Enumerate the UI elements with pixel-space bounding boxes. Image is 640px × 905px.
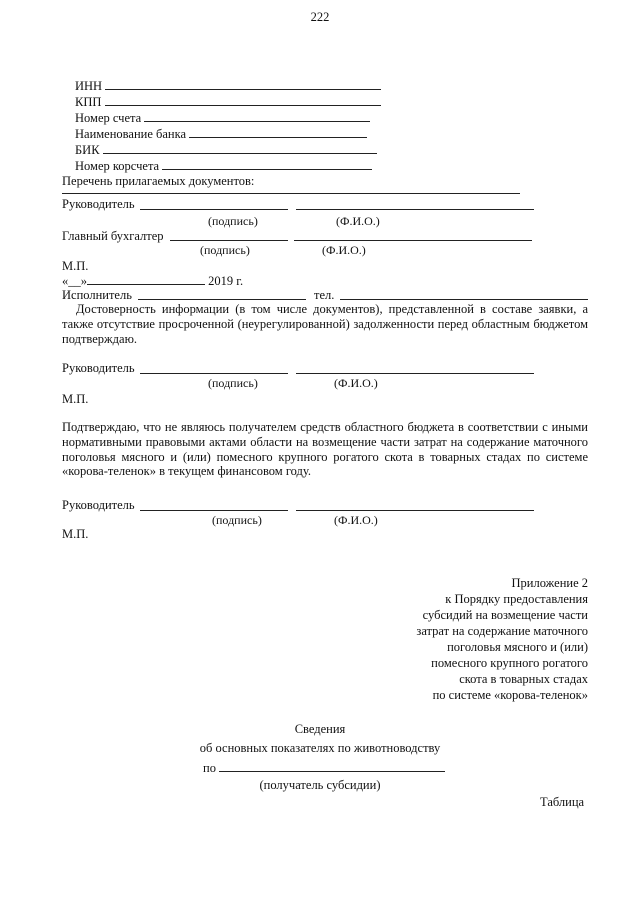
recipient-line bbox=[219, 760, 445, 772]
name-caption: (Ф.И.О.) bbox=[336, 214, 380, 228]
account-row bbox=[75, 110, 370, 125]
inn-line bbox=[105, 78, 381, 90]
phone-label: тел. bbox=[314, 288, 335, 302]
executor-line bbox=[138, 299, 306, 300]
kpp-label: КПП bbox=[75, 95, 102, 109]
head-name-line-3 bbox=[296, 510, 534, 511]
signature-caption: (подпись) bbox=[212, 513, 262, 527]
executor-label: Исполнитель bbox=[62, 288, 132, 302]
head-name-line-2 bbox=[296, 373, 534, 374]
documents-line bbox=[62, 193, 520, 194]
appendix-line: к Порядку предоставления bbox=[445, 592, 588, 606]
phone-line bbox=[340, 299, 588, 300]
signature-caption: (подпись) bbox=[200, 243, 250, 257]
stamp-label: М.П. bbox=[62, 259, 89, 273]
kpp-line bbox=[105, 94, 381, 106]
bik-row bbox=[75, 142, 377, 157]
documents-list-label: Перечень прилагаемых документов: bbox=[62, 174, 255, 188]
name-caption: (Ф.И.О.) bbox=[334, 513, 378, 527]
signature-caption: (подпись) bbox=[208, 376, 258, 390]
corr-account-row bbox=[75, 158, 372, 173]
appendix-block bbox=[358, 575, 588, 703]
appendix-line: скота в товарных стадах bbox=[459, 672, 588, 686]
head-label-3: Руководитель bbox=[62, 498, 135, 512]
bank-name-row bbox=[75, 126, 367, 141]
head-label-1: Руководитель bbox=[62, 197, 135, 211]
account-label: Номер счета bbox=[75, 111, 142, 125]
bik-line bbox=[103, 142, 377, 154]
head-label-2: Руководитель bbox=[62, 361, 135, 375]
appendix-line: Приложение 2 bbox=[511, 576, 588, 590]
inn-label: ИНН bbox=[75, 79, 103, 93]
head-signature-line-3 bbox=[140, 510, 288, 511]
inn-row bbox=[75, 78, 381, 93]
chief-accountant-label: Главный бухгалтер bbox=[62, 229, 164, 243]
page-number: 222 bbox=[310, 10, 330, 24]
kpp-row bbox=[75, 94, 381, 109]
chief-accountant-signature-line bbox=[170, 240, 288, 241]
recipient-caption: (получатель субсидии) bbox=[259, 778, 381, 792]
confirmation-paragraph-2: Подтверждаю, что не являюсь получателем средств областного бюджета в соответствии с иными нормативными правовыми актами области на возмещение части затрат на содержание маточного поголовья мясного и (или) помесного крупного рогатого скота в товарных стадах по системе «корова-теленок» в текущем финансовом году. bbox=[62, 420, 588, 479]
date-row bbox=[62, 273, 243, 288]
chief-accountant-name-line bbox=[294, 240, 532, 241]
corr-account-line bbox=[162, 158, 372, 170]
date-quote: «__» bbox=[62, 274, 87, 288]
name-caption: (Ф.И.О.) bbox=[334, 376, 378, 390]
date-line bbox=[87, 273, 205, 285]
appendix-line: поголовья мясного и (или) bbox=[447, 640, 588, 654]
account-line bbox=[144, 110, 370, 122]
bank-name-line bbox=[189, 126, 367, 138]
appendix-line: субсидий на возмещение части bbox=[422, 608, 588, 622]
confirmation-paragraph-1: Достоверность информации (в том числе документов), представленной в составе заявки, а также отсутствие просроченной (неурегулированной) задолженности перед областным бюджетом подтверждаю. bbox=[62, 302, 588, 346]
appendix-line: по системе «корова-теленок» bbox=[432, 688, 588, 702]
stamp-label: М.П. bbox=[62, 527, 89, 541]
bik-label: БИК bbox=[75, 143, 100, 157]
signature-caption: (подпись) bbox=[208, 214, 258, 228]
bank-name-label: Наименование банка bbox=[75, 127, 187, 141]
head-name-line-1 bbox=[296, 209, 534, 210]
recipient-row bbox=[203, 760, 445, 775]
info-title: Сведения bbox=[294, 722, 346, 736]
table-label: Таблица bbox=[540, 795, 585, 809]
po-label: по bbox=[203, 761, 216, 775]
head-signature-line-1 bbox=[140, 209, 288, 210]
stamp-label: М.П. bbox=[62, 392, 89, 406]
head-signature-line-2 bbox=[140, 373, 288, 374]
corr-account-label: Номер корсчета bbox=[75, 159, 160, 173]
info-subtitle: об основных показателях по животноводству bbox=[199, 741, 441, 755]
appendix-line: затрат на содержание маточного bbox=[416, 624, 588, 638]
name-caption: (Ф.И.О.) bbox=[322, 243, 366, 257]
date-year: 2019 г. bbox=[208, 274, 244, 288]
appendix-line: помесного крупного рогатого bbox=[431, 656, 588, 670]
